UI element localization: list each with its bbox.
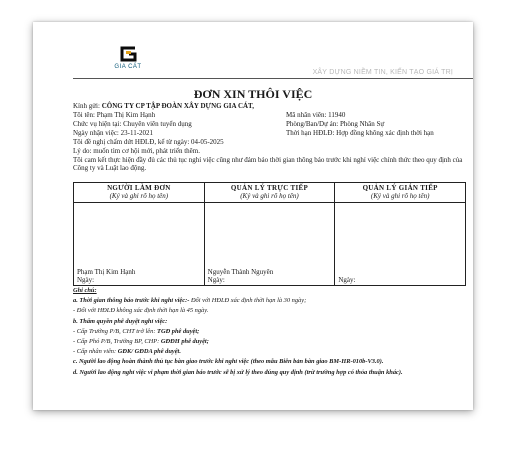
company-logo: [111, 45, 145, 70]
notes-section: [73, 286, 468, 378]
signature-box-direct-manager: [204, 203, 335, 286]
signature-table: [73, 182, 466, 286]
recipient-line: [73, 102, 254, 110]
recipient-name: CÔNG TY CP TẬP ĐOÀN XÂY DỰNG GIA CÁT,: [101, 102, 254, 110]
logo-icon: [119, 45, 137, 63]
note-a-text: Đối với HĐLĐ xác định thời hạn là 30 ngày;: [190, 297, 307, 305]
signature-header-direct-manager: [204, 183, 335, 203]
note-b: b. Thẩm quyền phê duyệt nghỉ việc:: [73, 317, 168, 325]
note-b2-approver: GĐĐH phê duyệt;: [160, 338, 209, 346]
signature-header-applicant: [74, 183, 205, 203]
signature-header-indirect-manager: [335, 183, 466, 203]
signature-subheading: (Ký và ghi rõ họ tên): [240, 192, 299, 200]
signature-heading: QUẢN LÝ TRỰC TIẾP: [230, 184, 309, 192]
recipient-label: Kính gửi:: [73, 102, 100, 110]
signature-body-row: [74, 203, 466, 286]
form-title: ĐƠN XIN THÔI VIỆC: [193, 87, 313, 101]
signature-heading: QUẢN LÝ GIÁN TIẾP: [362, 184, 438, 192]
note-b1-text: - Cấp Trưởng P/B, CHT trở lên:: [73, 327, 158, 335]
signer-name: Nguyễn Thành Nguyên: [207, 268, 274, 276]
commitment-text: Tôi cam kết thực hiện đầy đủ các thủ tục nghỉ việc cũng như đảm bảo thời gian thông báo trước khi nghỉ việc chính thức theo quy định của Công ty và Luật lao động.: [73, 156, 463, 172]
signature-date-label: Ngày:: [77, 276, 95, 284]
note-b1-approver: TGĐ phê duyệt;: [157, 327, 200, 335]
note-a-label: a. Thời gian thông báo trước khi nghỉ việc:-: [73, 297, 190, 305]
note-b3-approver: GĐK/ GĐDA phê duyệt.: [117, 348, 181, 356]
signature-header-row: [74, 183, 466, 203]
employee-start-date: Ngày nhận việc: 23-11-2021: [73, 129, 154, 137]
company-slogan: XÂY DỰNG NIỀM TIN, KIẾN TẠO GIÁ TRỊ: [312, 69, 453, 76]
header-divider: [73, 78, 473, 79]
note-b1: [73, 327, 468, 337]
signature-subheading: (Ký và ghi rõ họ tên): [370, 192, 430, 200]
notes-title: Ghi chú:: [73, 287, 97, 294]
note-c: c. Người lao động hoàn thành thủ tục bàn giao trước khi nghỉ việc (theo mẫu Biên bản bàn giao BM-HR-010b-V3.0).: [73, 358, 384, 366]
note-b2-text: - Cấp Phó P/B, Trưởng BP, CHP:: [73, 338, 161, 346]
signature-subheading: (Ký và ghi rõ họ tên): [109, 192, 169, 200]
termination-request: Tôi đề nghị chấm dứt HĐLĐ, kể từ ngày: 04-05-2025: [73, 138, 224, 146]
note-a2: - Đối với HĐLĐ không xác định thời hạn là 45 ngày.: [73, 307, 209, 315]
employee-position: Chức vụ hiện tại: Chuyên viên tuyển dụng: [73, 120, 192, 128]
signature-heading: NGƯỜI LÀM ĐƠN: [107, 184, 171, 192]
signature-box-applicant: [74, 203, 205, 286]
signature-date-label: Ngày:: [207, 276, 225, 284]
document-page: [33, 22, 473, 410]
signature-box-indirect-manager: [335, 203, 466, 286]
signer-name: Phạm Thị Kim Hạnh: [77, 268, 136, 276]
employee-department: Phòng/Ban/Dự án: Phòng Nhân Sự: [286, 120, 385, 128]
contract-term: Thời hạn HĐLĐ: Hợp đồng không xác định thời hạn: [286, 129, 434, 137]
note-b2: [73, 337, 468, 347]
note-b3-text: - Cấp nhân viên:: [73, 348, 118, 356]
note-a: [73, 296, 468, 306]
note-d: d. Người lao động nghỉ việc vi phạm thời gian báo trước sẽ bị xử lý theo đúng quy định (trừ trường hợp có thỏa thuận khác).: [73, 368, 403, 376]
employee-id: Mã nhân viên: 11940: [286, 111, 346, 119]
resignation-reason: Lý do: muốn tìm cơ hội mới, phát triển thêm.: [73, 147, 200, 155]
signature-date-label: Ngày:: [338, 276, 356, 284]
logo-text: GIA CÁT: [114, 64, 142, 70]
note-b3: [73, 347, 468, 357]
employee-name: Tôi tên: Phạm Thị Kim Hạnh: [73, 111, 156, 119]
